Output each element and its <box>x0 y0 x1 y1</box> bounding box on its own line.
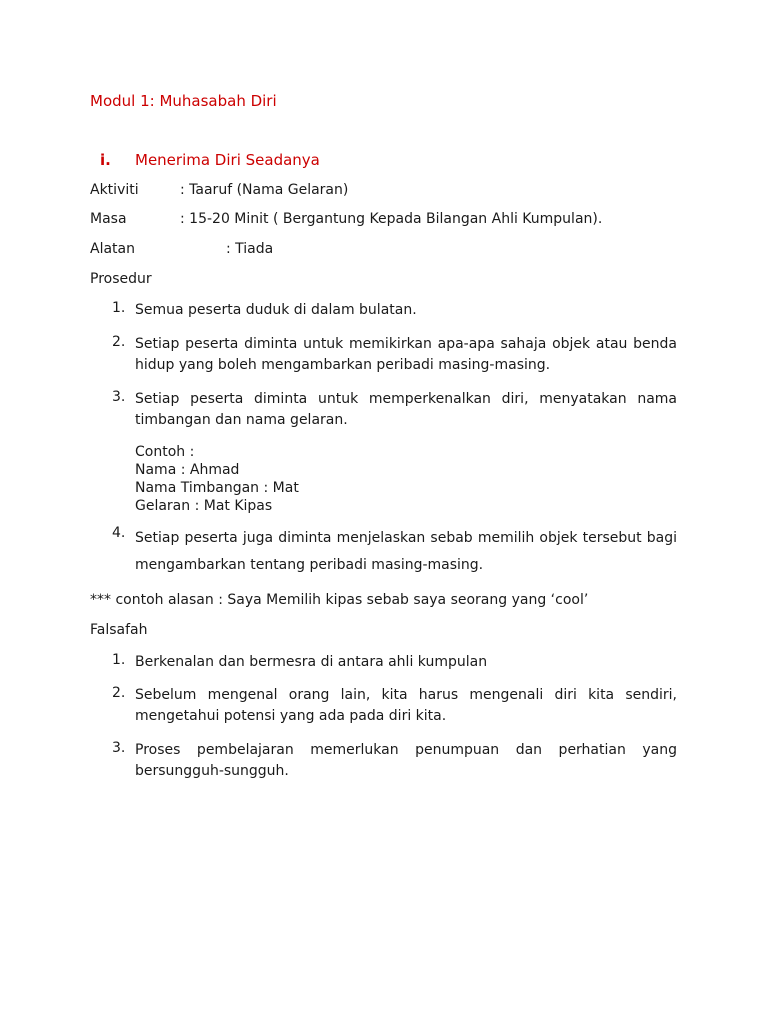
field-value-alatan: : Tiada <box>226 241 274 257</box>
prosedur-item-number: 3. <box>112 389 126 405</box>
prosedur-item-number: 4. <box>112 525 126 541</box>
note-example-reason: *** contoh alasan : Saya Memilih kipas sebab saya seorang yang ‘cool’ <box>90 592 589 608</box>
falsafah-heading: Falsafah <box>90 622 148 638</box>
field-label-alatan: Alatan <box>90 241 135 257</box>
prosedur-item-number: 1. <box>112 300 126 316</box>
field-value-aktiviti: : Taaruf (Nama Gelaran) <box>180 182 349 198</box>
falsafah-item-text: Proses pembelajaran memerlukan penumpuan dan perhatian yang bersungguh-sungguh. <box>135 742 677 779</box>
falsafah-item-text: Berkenalan dan bermesra di antara ahli kumpulan <box>135 654 488 670</box>
module-title: Modul 1: Muhasabah Diri <box>90 92 277 110</box>
section-title: Menerima Diri Seadanya <box>135 151 320 169</box>
section-number: i. <box>100 151 111 169</box>
prosedur-item-text: Setiap peserta diminta untuk memperkenalkan diri, menyatakan nama timbangan dan nama gelaran. <box>135 391 677 428</box>
falsafah-item-number: 1. <box>112 652 126 668</box>
falsafah-item-number: 3. <box>112 740 126 756</box>
falsafah-item-number: 2. <box>112 685 126 701</box>
example-heading: Contoh : <box>135 444 195 460</box>
field-value-masa: : 15-20 Minit ( Bergantung Kepada Bilangan Ahli Kumpulan). <box>180 211 603 227</box>
prosedur-item-number: 2. <box>112 334 126 350</box>
prosedur-item-text: Setiap peserta juga diminta menjelaskan sebab memilih objek tersebut bagi mengambarkan tentang peribadi masing-masing. <box>135 530 677 573</box>
example-nama: Nama : Ahmad <box>135 462 240 478</box>
prosedur-item-text: Setiap peserta diminta untuk memikirkan apa-apa sahaja objek atau benda hidup yang boleh mengambarkan peribadi masing-masing. <box>135 336 677 373</box>
field-label-masa: Masa <box>90 211 127 227</box>
prosedur-item-text: Semua peserta duduk di dalam bulatan. <box>135 302 417 318</box>
prosedur-heading: Prosedur <box>90 271 152 287</box>
example-gelaran: Gelaran : Mat Kipas <box>135 498 273 514</box>
example-timbangan: Nama Timbangan : Mat <box>135 480 299 496</box>
field-label-aktiviti: Aktiviti <box>90 182 139 198</box>
falsafah-item-text: Sebelum mengenal orang lain, kita harus mengenali diri kita sendiri, mengetahui potensi yang ada pada diri kita. <box>135 687 677 724</box>
